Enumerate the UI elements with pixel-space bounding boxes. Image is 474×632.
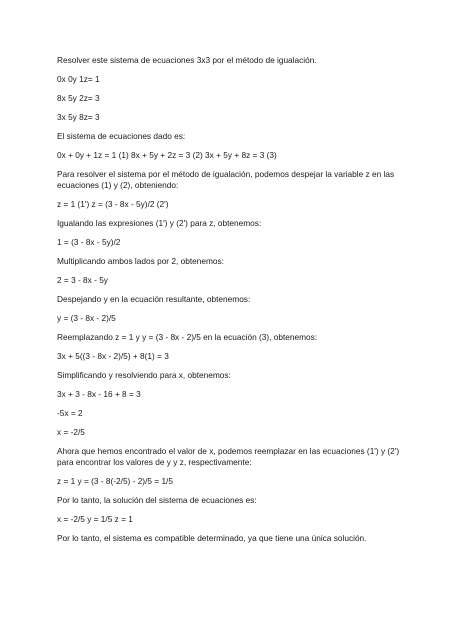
conclusion: Por lo tanto, el sistema es compatible determinado, ya que tiene una única solución. xyxy=(57,533,367,543)
equation-3: 3x 5y 8z= 3 xyxy=(57,112,100,122)
reduced-equation: -5x = 2 xyxy=(57,408,83,418)
method-explanation: Para resolver el sistema por el método de igualación, podemos despejar la variable z en las ecuaciones (1) y (2), obteniendo: xyxy=(57,169,395,190)
intro-statement: Resolver este sistema de ecuaciones 3x3 por el método de igualación. xyxy=(57,55,317,65)
equating-text: Igualando las expresiones (1') y (2') para z, obtenemos: xyxy=(57,218,262,228)
isolate-y-text: Despejando y en la ecuación resultante, obtenemos: xyxy=(57,294,251,304)
simplify-text: Simplificando y resolviendo para x, obtenemos: xyxy=(57,370,231,380)
multiply-text: Multiplicando ambos lados por 2, obtenemos: xyxy=(57,256,224,266)
z-expressions: z = 1 (1') z = (3 - 8x - 5y)/2 (2') xyxy=(57,199,169,209)
simplified-equation: 3x + 3 - 8x - 16 + 8 = 3 xyxy=(57,389,141,399)
solution-heading: Por lo tanto, la solución del sistema de ecuaciones es: xyxy=(57,495,257,505)
solution-values: x = -2/5 y = 1/5 z = 1 xyxy=(57,514,133,524)
equated-expression: 1 = (3 - 8x - 5y)/2 xyxy=(57,237,121,247)
back-substitution-text: Ahora que hemos encontrado el valor de x, podemos reemplazar en las ecuaciones (1') y (2') para encontrar los valores de y y z, respectivamente: xyxy=(57,446,400,467)
multiplied-expression: 2 = 3 - 8x - 5y xyxy=(57,275,108,285)
equation-1: 0x 0y 1z= 1 xyxy=(57,74,100,84)
equation-2: 8x 5y 2z= 3 xyxy=(57,93,100,103)
document-body xyxy=(57,55,417,552)
x-value: x = -2/5 xyxy=(57,427,85,437)
substitution-text: Reemplazando z = 1 y y = (3 - 8x - 2)/5 en la ecuación (3), obtenemos: xyxy=(57,332,318,342)
y-z-values: z = 1 y = (3 - 8(-2/5) - 2)/5 = 1/5 xyxy=(57,476,173,486)
y-expression: y = (3 - 8x - 2)/5 xyxy=(57,313,116,323)
substituted-equation: 3x + 5((3 - 8x - 2)/5) + 8(1) = 3 xyxy=(57,351,169,361)
system-heading: El sistema de ecuaciones dado es: xyxy=(57,131,186,141)
system-equations: 0x + 0y + 1z = 1 (1) 8x + 5y + 2z = 3 (2) 3x + 5y + 8z = 3 (3) xyxy=(57,150,277,160)
